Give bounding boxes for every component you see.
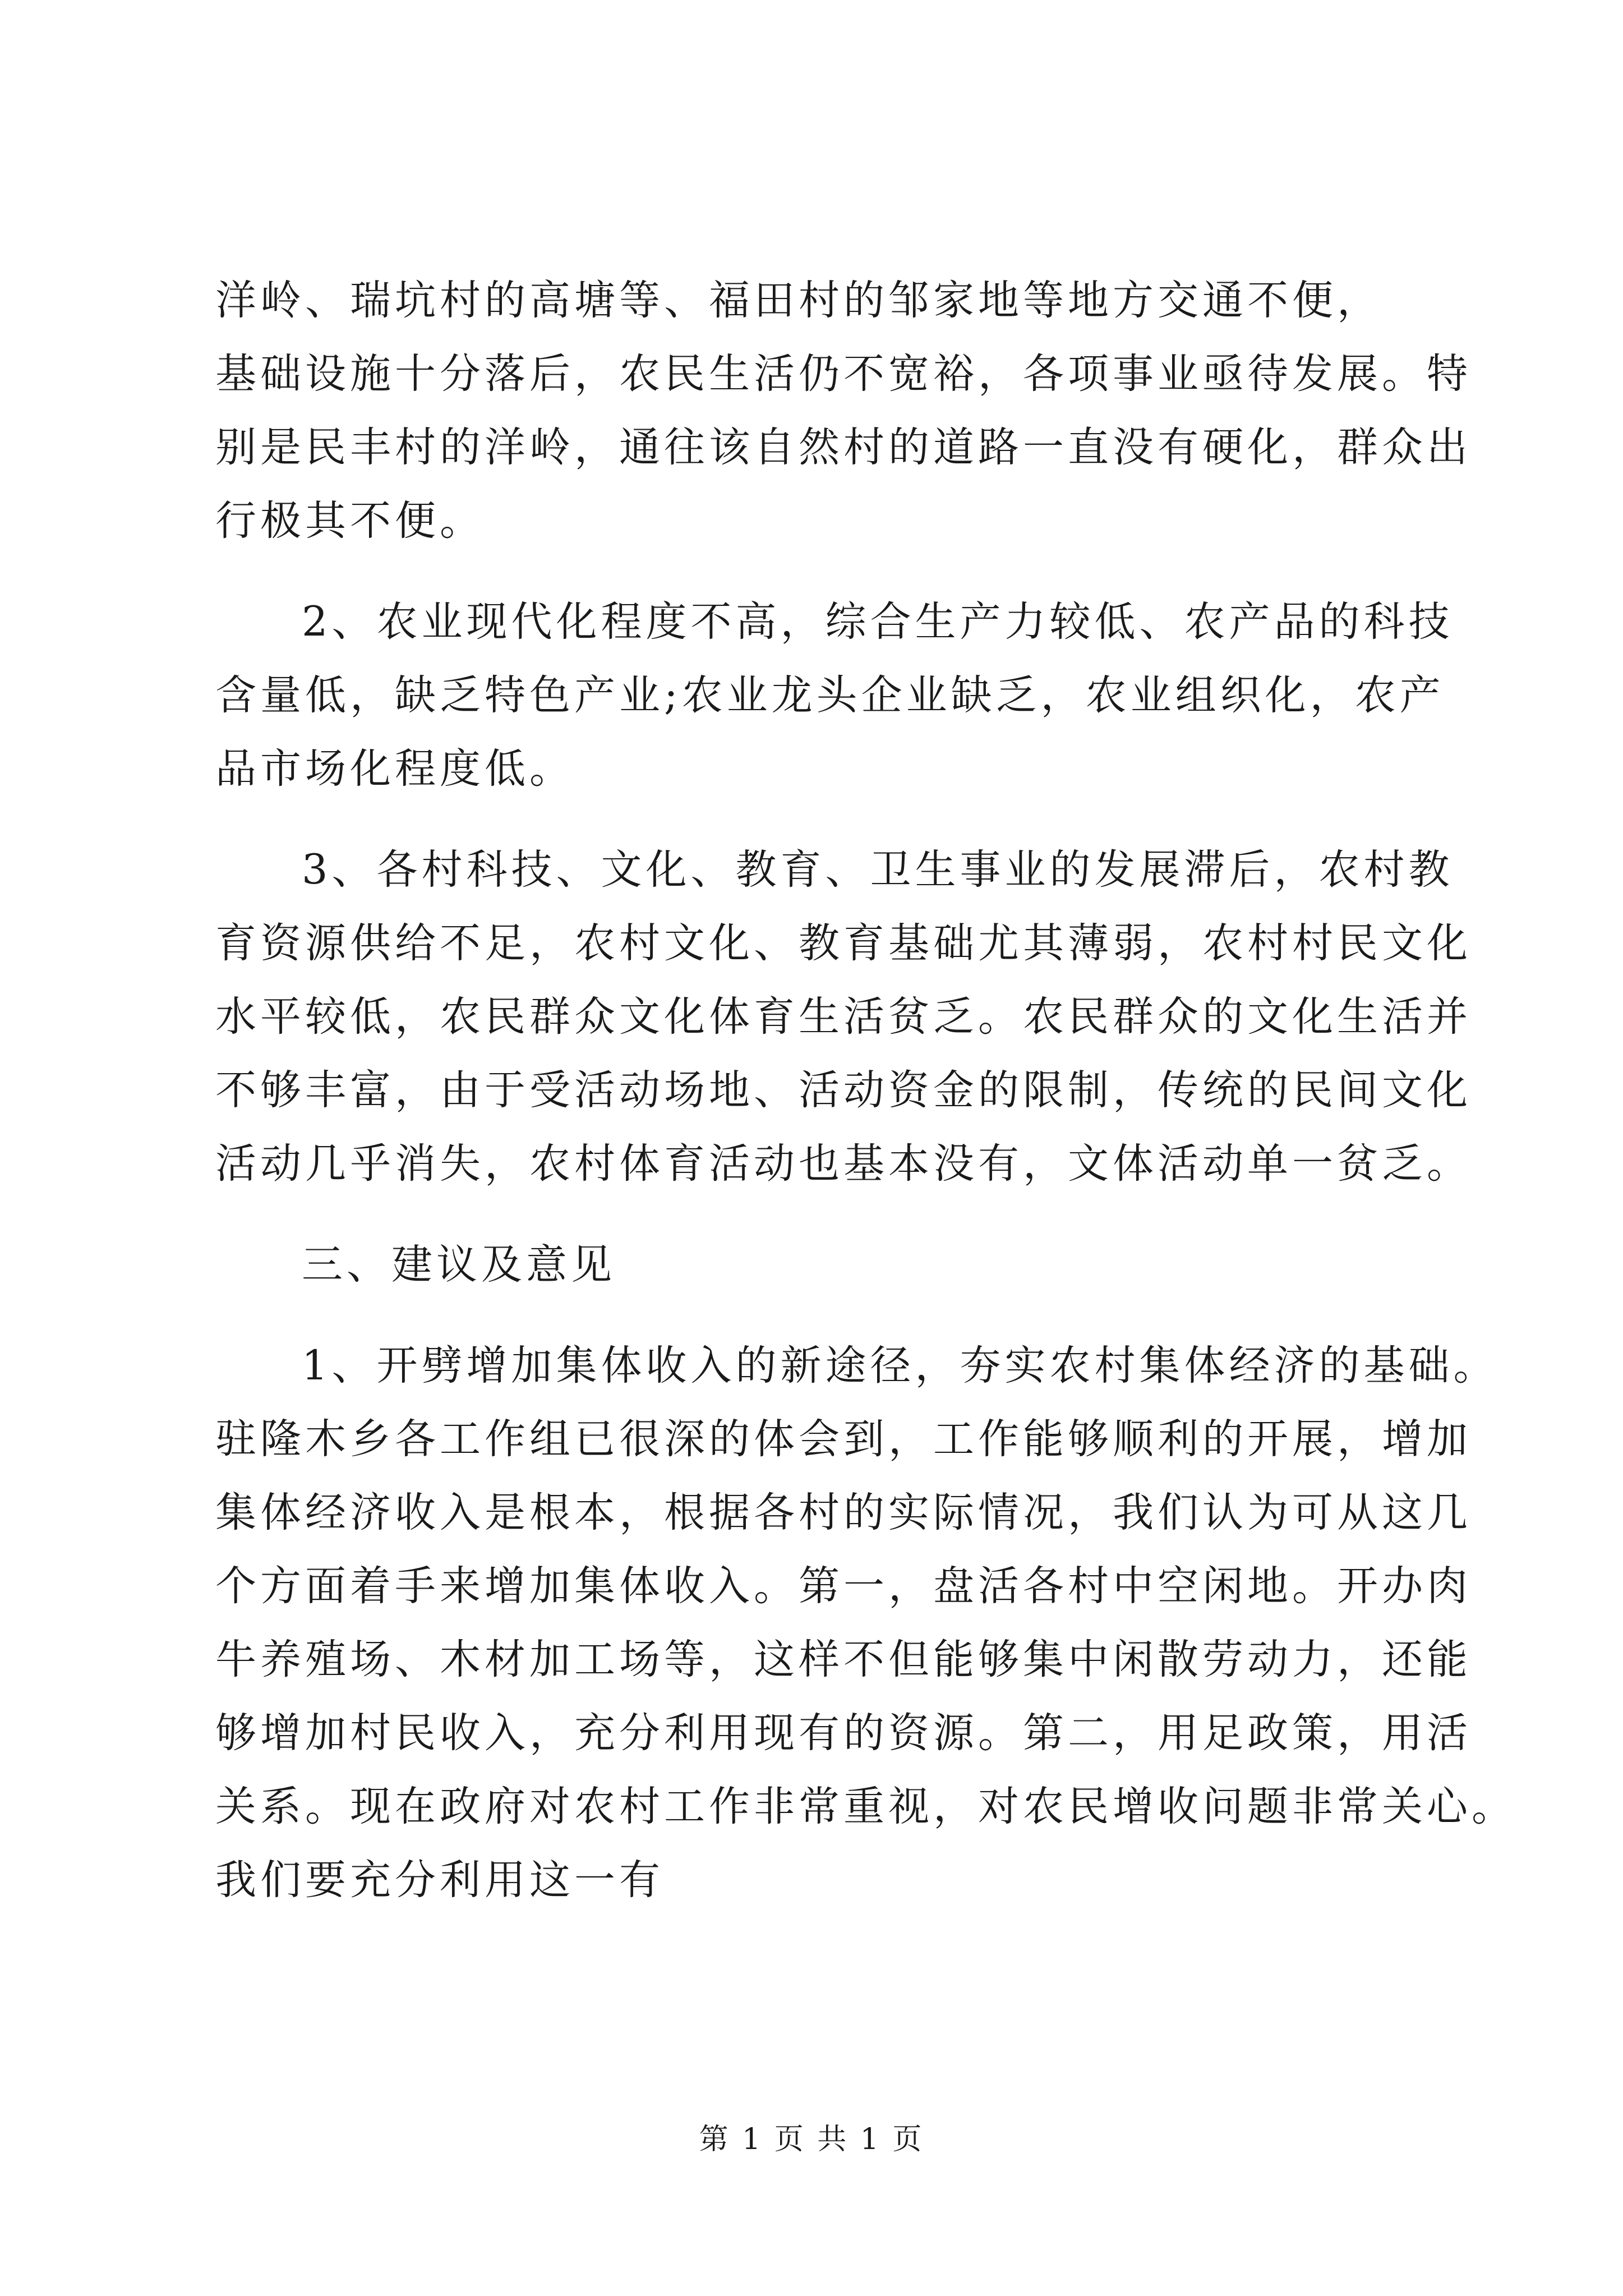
text-line: 牛养殖场、木材加工场等，这样不但能够集中闲散劳动力，还能 <box>215 1636 1472 1683</box>
page-footer: 第 1 页 共 1 页 <box>699 2123 924 2156</box>
text-line: 3、各村科技、文化、教育、卫生事业的发展滞后，农村教 <box>302 846 1454 894</box>
text-line: 基础设施十分落后，农民生活仍不宽裕，各项事业亟待发展。特 <box>215 350 1472 398</box>
text-line: 集体经济收入是根本，根据各村的实际情况，我们认为可从这几 <box>215 1489 1472 1536</box>
text-line: 够增加村民收入，充分利用现有的资源。第二，用足政策，用活 <box>215 1709 1472 1757</box>
text-line: 水平较低，农民群众文化体育生活贫乏。农民群众的文化生活并 <box>215 993 1472 1041</box>
text-line: 洋岭、瑞坑村的高塘等、福田村的邹家地等地方交通不便， <box>215 277 1382 324</box>
section-heading: 三、建议及意见 <box>302 1241 616 1289</box>
text-line: 含量低，缺乏特色产业;农业龙头企业缺乏，农业组织化，农产 <box>215 671 1445 719</box>
text-line: 活动几乎消失，农村体育活动也基本没有，文体活动单一贫乏。 <box>215 1140 1472 1188</box>
text-line: 行极其不便。 <box>215 497 485 545</box>
text-line: 育资源供给不足，农村文化、教育基础尤其薄弱，农村村民文化 <box>215 919 1472 967</box>
text-line: 驻隆木乡各工作组已很深的体会到，工作能够顺利的开展，增加 <box>215 1415 1472 1463</box>
text-line: 不够丰富，由于受活动场地、活动资金的限制，传统的民间文化 <box>215 1066 1472 1114</box>
text-line: 2、农业现代化程度不高，综合生产力较低、农产品的科技 <box>302 598 1454 646</box>
document-body <box>215 264 1516 1917</box>
text-line: 品市场化程度低。 <box>215 745 574 793</box>
text-line: 别是民丰村的洋岭，通往该自然村的道路一直没有硬化，群众出 <box>215 424 1472 471</box>
text-line: 1、开劈增加集体收入的新途径，夯实农村集体经济的基础。 <box>302 1342 1498 1389</box>
text-line: 关系。现在政府对农村工作非常重视，对农民增收问题非常关心。 <box>215 1783 1516 1830</box>
text-line: 我们要充分利用这一有 <box>215 1856 664 1904</box>
text-line: 个方面着手来增加集体收入。第一，盘活各村中空闲地。开办肉 <box>215 1562 1472 1610</box>
